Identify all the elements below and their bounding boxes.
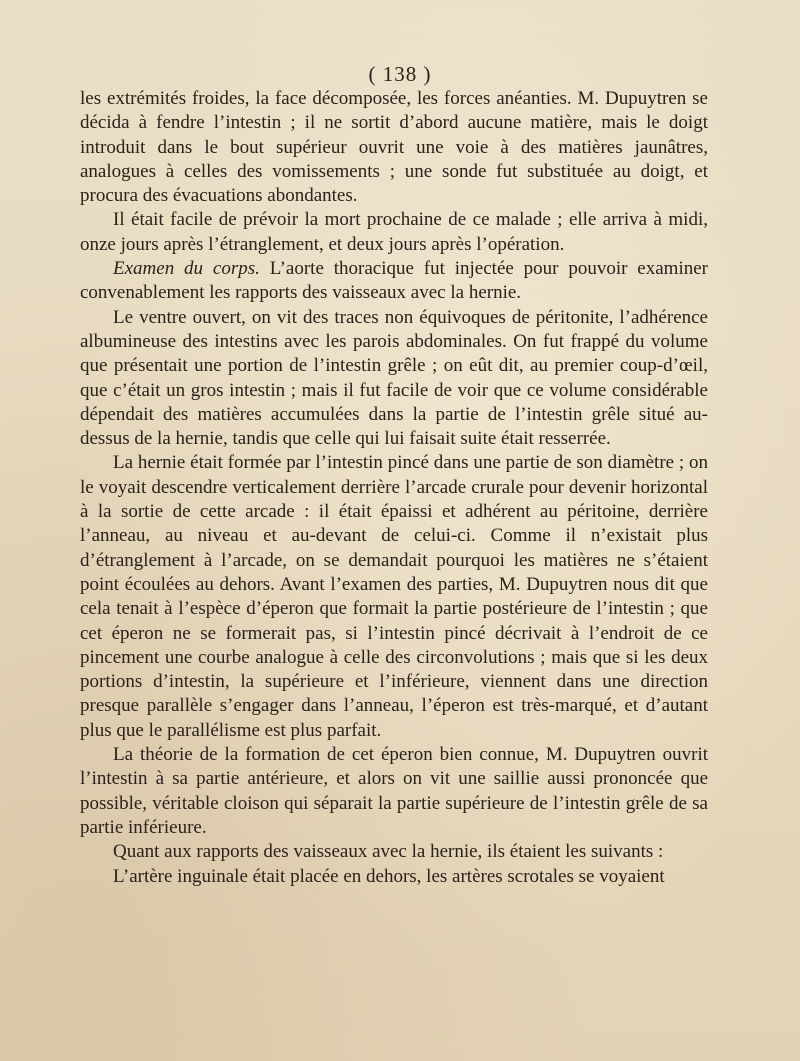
paragraph-5-text: La hernie était formée par l’intestin pincé dans une partie de son diamètre ; on le voyait descendre verticalement derrière l’arcade crurale pour devenir horizontal à la sortie de cette arcade : il était épaissi et adhérent au péritoine, derrière l’anneau, au niveau et au-devant de celui-ci. Comme il n’existait plus d’étranglement à l’arcade, on se demandait pourquoi les matières ne s’étaient point écoulées au dehors. Avant l’examen des parties, M. Dupuytren nous dit que cela tenait à l’espèce d’éperon que formait la partie postérieure de l’intestin ; que cet éperon ne se formerait pas, si l’intestin pincé décrivait à l’endroit de ce pincement une courbe analogue à celle des circonvolutions ; mais que si les deux portions d’intestin, la supérieure et l’inférieure, viennent dans une direction presque parallèle s’engager dans l’anneau, l’éperon est très-marqué, et d’autant plus que le parallélisme est plus parfait.	[80, 452, 708, 741]
paragraph-2	[80, 208, 708, 257]
paragraph-8-text: L’artère inguinale était placée en dehors, les artères scrotales se voyaient	[113, 865, 665, 887]
paragraph-7	[80, 840, 708, 864]
paragraph-7-text: Quant aux rapports des vaisseaux avec la hernie, ils étaient les suivants :	[113, 841, 664, 863]
paragraph-4-text: Le ventre ouvert, on vit des traces non équivoques de péritonite, l’adhérence albumineuse des intestins avec les parois abdominales. On fut frappé du volume que présentait une portion de l’intestin grêle ; on eût dit, au premier coup-d’œil, que c’était un gros intestin ; mais il fut facile de voir que ce volume considérable dépendait des matières accumulées dans la partie de l’intestin grêle situé au-dessus de la hernie, tandis que celle qui lui faisait suite était resserrée.	[80, 306, 708, 450]
paragraph-3-text: L’aorte thoracique fut injectée pour pouvoir examiner convenablement les rapports des vaisseaux avec la hernie.	[80, 258, 708, 304]
page-number: ( 138 )	[368, 62, 432, 86]
section-heading-examen: Examen du corps.	[113, 258, 260, 280]
paragraph-5	[80, 451, 708, 743]
body-text	[80, 87, 708, 889]
paragraph-3	[80, 257, 708, 306]
paragraph-8	[80, 865, 708, 889]
paragraph-1	[80, 87, 708, 208]
paragraph-2-text: Il était facile de prévoir la mort prochaine de ce malade ; elle arriva à midi, onze jours après l’étranglement, et deux jours après l’opération.	[80, 209, 708, 255]
paragraph-6	[80, 743, 708, 840]
paragraph-6-text: La théorie de la formation de cet éperon bien connue, M. Dupuytren ouvrit l’intestin à sa partie antérieure, et alors on vit une saillie aussi prononcée que possible, véritable cloison qui séparait la partie supérieure de l’intestin grêle de sa partie inférieure.	[80, 744, 708, 838]
paragraph-1-text: les extrémités froides, la face décomposée, les forces anéanties. M. Dupuytren se décida à fendre l’intestin ; il ne sortit d’abord aucune matière, mais le doigt introduit dans le bout supérieur ouvrit une voie à des matières jaunâtres, analogues à celles des vomissements ; une sonde fut substituée au doigt, et procura des évacuations abondantes.	[80, 88, 708, 207]
paragraph-4	[80, 306, 708, 452]
